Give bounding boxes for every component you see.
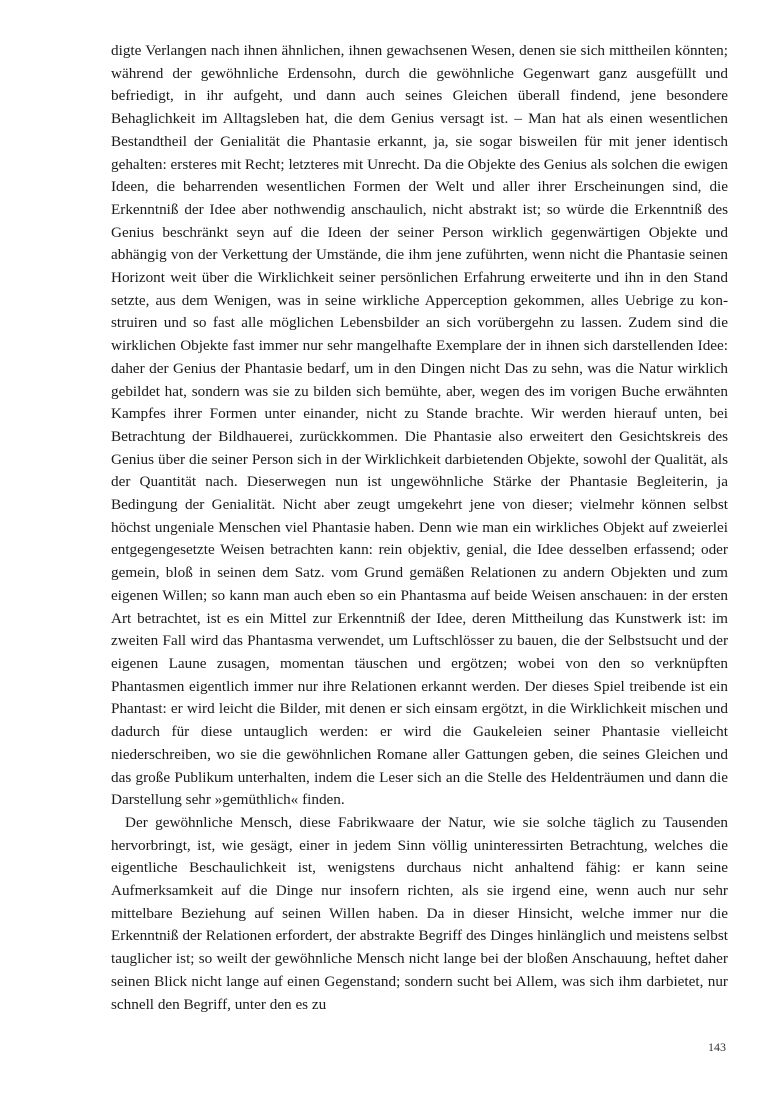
body-text bbox=[111, 40, 728, 1016]
paragraph-1: digte Verlangen nach ihnen ähnlichen, ihnen gewachsenen Wesen, denen sie sich mittheilen könnten; während der gewöhnliche Erdensohn, durch die gewöhnliche Gegenwart ganz ausgefüllt und befriedigt, in ihr aufgeht, und dann auch seines Gleichen überall findend, jene besondere Behaglichkeit im Alltagsleben hat, die dem Genius versagt ist. – Man hat als einen wesentlichen Bestandtheil der Genialität die Phantasie erkannt, ja, sie sogar bisweilen für mit jener identisch gehalten: ersteres mit Recht; letzteres mit Unrecht. Da die Objekte des Genius als solchen die ewigen Ideen, die beharrenden wesentlichen Formen der Welt und aller ihrer Erscheinungen sind, die Erkenntniß der Idee aber nothwendig anschaulich, nicht abstrakt ist; so würde die Erkenntniß des Genius beschränkt seyn auf die Ideen der seiner Person wirklich gegenwärtigen Objekte und abhängig von der Verkettung der Umstände, die ihm jene zuführten, wenn nicht die Phantasie seinen Horizont weit über die Wirklichkeit seiner persönlichen Erfahrung erweiterte und ihn in den Stand setzte, aus dem Wenigen, was in seine wirkliche Apperception gekommen, alles Uebrige zu konstruiren und so fast alle möglichen Lebensbilder an sich vorübergehn zu lassen. Zudem sind die wirklichen Objekte fast immer nur sehr mangelhafte Exemplare der in ihnen sich darstellenden Idee: daher der Genius der Phantasie bedarf, um in den Dingen nicht Das zu sehn, was die Natur wirklich gebildet hat, sondern was sie zu bilden sich bemühte, aber, wegen des im vorigen Buche erwähnten Kampfes ihrer Formen unter einander, nicht zu Stande brachte. Wir werden hierauf unten, bei Betrachtung der Bildhauerei, zurückkommen. Die Phantasie also erweitert den Gesichtskreis des Genius über die seiner Person sich in der Wirklichkeit darbietenden Objekte, sowohl der Qualität, als der Quantität nach. Dieserwegen nun ist ungewöhnliche Stärke der Phantasie Begleiterin, ja Bedingung der Genialität. Nicht aber zeugt umgekehrt jene von dieser; vielmehr können selbst höchst ungeniale Menschen viel Phantasie haben. Denn wie man ein wirkliches Objekt auf zweierlei entgegengesetzte Weisen betrachten kann: rein objektiv, genial, die Idee desselben erfassend; oder gemein, bloß in seinen dem Satz. vom Grund gemäßen Relationen zu andern Objekten und zum eigenen Willen; so kann man auch eben so ein Phantasma auf beide Weisen anschauen: in der ersten Art betrachtet, ist es ein Mittel zur Erkenntniß der Idee, deren Mittheilung das Kunstwerk ist: im zweiten Fall wird das Phantasma verwendet, um Luftschlösser zu bauen, die der Selbstsucht und der eigenen Laune zusagen, momentan täuschen und ergötzen; wobei von den so verknüpften Phantasmen eigentlich immer nur ihre Relationen erkannt werden. Der dieses Spiel treibende ist ein Phantast: er wird leicht die Bilder, mit denen er sich einsam ergötzt, in die Wirklichkeit mischen und dadurch für diese untauglich werden: er wird die Gaukeleien seiner Phantasie vielleicht niederschreiben, wo sie die gewöhnlichen Romane aller Gattungen geben, die seines Gleichen und das große Publikum unterhalten, indem die Leser sich an die Stelle des Heldenträumen und dann die Darstellung sehr »gemüthlich« finden. bbox=[111, 42, 728, 809]
paragraph-2: Der gewöhnliche Mensch, diese Fabrikwaare der Natur, wie sie solche täglich zu Tausenden hervorbringt, ist, wie gesägt, einer in jedem Sinn völlig uninteressirten Betrachtung, welches die eigentliche Beschaulichkeit ist, wenigstens durchaus nicht anhaltend fähig: er kann seine Aufmerksamkeit auf die Dinge nur insofern richten, als sie irgend eine, wenn auch nur sehr mittelbare Beziehung auf seinen Willen haben. Da in dieser Hinsicht, welche immer nur die Erkenntniß der Relationen erfordert, der abstrakte Begriff des Dinges hinlänglich und meistens selbst tauglicher ist; so weilt der gewöhnliche Mensch nicht lange bei der bloßen Anschauung, heftet daher seinen Blick nicht lange auf einen Gegenstand; sondern sucht bei Allem, was sich ihm darbietet, nur schnell den Begriff, unter den es zu bbox=[111, 813, 728, 1013]
page-number: 143 bbox=[708, 1040, 726, 1054]
